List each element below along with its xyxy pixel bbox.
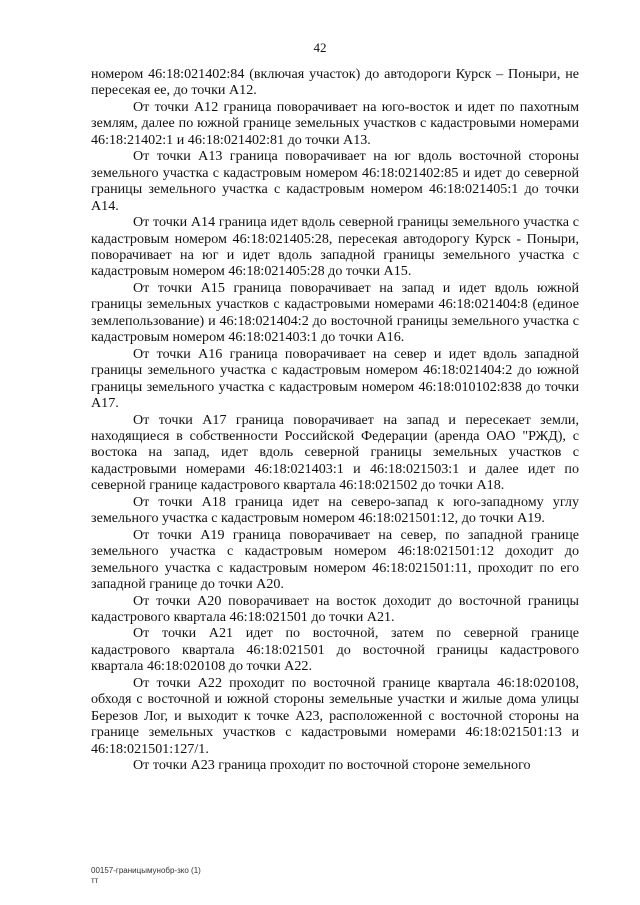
paragraph: От точки А13 граница поворачивает на юг вдоль восточной стороны земельного участка с кадастровым номером 46:18:021402:85 и идет до северной границы земельного участка с кадастровым номером 46:18:021405:1 до точки А14. [91,148,579,214]
paragraph: От точки А18 граница идет на северо-запад к юго-западному углу земельного участка с кадастровым номером 46:18:021501:12, до точки А19. [91,493,579,527]
document-body [91,66,579,773]
document-footer [91,866,201,886]
paragraph: От точки А19 граница поворачивает на север, по западной границе земельного участка с кадастровым номером 46:18:021501:12 доходит до земельного участка с кадастровым номером 46:18:021501:11, проходит по его западной границе до точки А20. [91,526,579,593]
paragraph: От точки А14 граница идет вдоль северной границы земельного участка с кадастровым номером 46:18:021405:28, пересекая автодорогу Курск - Поныри, поворачивает на юг и идет вдоль западной границы земельного участка с кадастровым номером 46:18:021405:28 до точки А15. [91,214,579,280]
page-number: 42 [313,40,327,55]
paragraph: От точки А23 граница проходит по восточной стороне земельного [133,757,531,774]
paragraph: От точки А22 проходит по восточной границе квартала 46:18:020108, обходя с восточной и южной стороны земельные участки и жилые дома улицы Березов Лог, и выходит к точке А23, расположенной с восточной стороны на границе земельных участков с кадастровыми номерами 46:18:021501:13 и 46:18:021501:127/1. [91,674,579,757]
paragraph: От точки А12 граница поворачивает на юго-восток и идет по пахотным землям, далее по южной границе земельных участков с кадастровыми номерами 46:18:21402:1 и 46:18:021402:81 до точки А13. [91,98,579,148]
paragraph: От точки А20 поворачивает на восток доходит до восточной границы кадастрового квартала 46:18:021501 до точки А21. [91,592,579,625]
paragraph: От точки А21 идет по восточной, затем по северной границе кадастрового квартала 46:18:021501 до восточной границы кадастрового квартала 46:18:020108 до точки А22. [91,625,579,675]
paragraph: От точки А16 граница поворачивает на север и идет вдоль западной границы земельного участка с кадастровым номером 46:18:021404:2 до южной границы земельного участка с кадастровым номером 46:18:010102:838 до точки А17. [91,345,579,412]
paragraph: От точки А15 граница поворачивает на запад и идет вдоль южной границы земельных участков с кадастровыми номерами 46:18:021404:8 (единое землепользование) и 46:18:021404:2 до восточной границы земельного участка с кадастровым номером 46:18:021403:1 до точки А16. [91,279,579,346]
paragraph: номером 46:18:021402:84 (включая участок) до автодороги Курск – Поныри, не пересекая ее, до точки А12. [91,66,579,99]
footer-initials: тт [91,876,99,885]
paragraph: От точки А17 граница поворачивает на запад и пересекает земли, находящиеся в собственности Российской Федерации (аренда ОАО "РЖД), с востока на запад, идет вдоль северной границы земельных участков с кадастровыми номерами 46:18:021403:1 и 46:18:021503:1 и далее идет по северной границе кадастрового квартала 46:18:021502 до точки А18. [91,411,579,494]
footer-filename: 00157-границымунобр-зко (1) [91,866,201,875]
